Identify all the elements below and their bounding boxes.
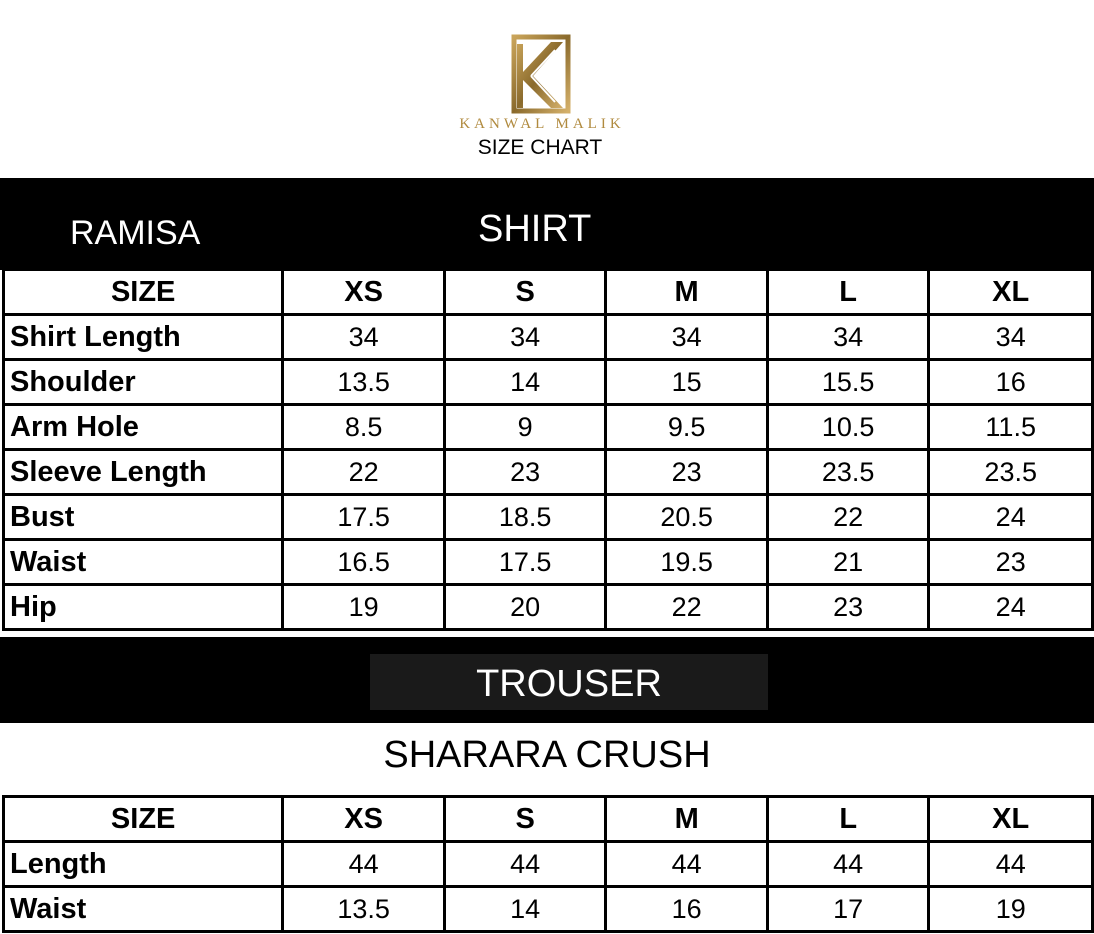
table-row: [4, 585, 1093, 630]
table-cell: 13.5: [283, 360, 445, 405]
table-cell: 23.5: [767, 450, 929, 495]
table-cell: 23: [606, 450, 768, 495]
table-cell: 9.5: [606, 405, 768, 450]
table-cell: 19.5: [606, 540, 768, 585]
brand-name: KANWAL MALIK: [459, 116, 625, 132]
table-cell: 20: [444, 585, 606, 630]
table-cell: 14: [444, 360, 606, 405]
trouser-style-name: SHARARA CRUSH: [383, 734, 711, 776]
trouser-section-title: TROUSER: [370, 654, 768, 710]
column-header: XL: [929, 270, 1093, 315]
table-cell: 16: [929, 360, 1093, 405]
column-header: M: [606, 797, 768, 842]
table-cell: 10.5: [767, 405, 929, 450]
table-cell: 22: [283, 450, 445, 495]
page-title: SIZE CHART: [477, 136, 603, 159]
row-label: Shirt Length: [4, 315, 283, 360]
column-header: SIZE: [4, 270, 283, 315]
table-cell: 44: [767, 842, 929, 887]
table-cell: 23: [929, 540, 1093, 585]
k-monogram-icon: [511, 34, 571, 114]
column-header: XL: [929, 797, 1093, 842]
table-cell: 44: [929, 842, 1093, 887]
column-header: SIZE: [4, 797, 283, 842]
table-cell: 44: [444, 842, 606, 887]
table-cell: 34: [929, 315, 1093, 360]
table-cell: 44: [606, 842, 768, 887]
table-cell: 23: [767, 585, 929, 630]
trouser-header-row: [4, 797, 1093, 842]
table-cell: 11.5: [929, 405, 1093, 450]
column-header: S: [444, 797, 606, 842]
table-cell: 21: [767, 540, 929, 585]
shirt-header-row: [4, 270, 1093, 315]
table-cell: 16.5: [283, 540, 445, 585]
table-cell: 22: [767, 495, 929, 540]
column-header: L: [767, 797, 929, 842]
column-header: XS: [283, 797, 445, 842]
table-cell: 8.5: [283, 405, 445, 450]
table-cell: 20.5: [606, 495, 768, 540]
table-cell: 19: [929, 887, 1093, 932]
table-row: [4, 495, 1093, 540]
row-label: Length: [4, 842, 283, 887]
table-row: [4, 450, 1093, 495]
column-header: XS: [283, 270, 445, 315]
table-cell: 22: [606, 585, 768, 630]
shirt-size-table: [2, 268, 1094, 631]
row-label: Waist: [4, 887, 283, 932]
table-cell: 34: [283, 315, 445, 360]
row-label: Shoulder: [4, 360, 283, 405]
brand-header: [0, 0, 1094, 176]
table-cell: 13.5: [283, 887, 445, 932]
table-cell: 15: [606, 360, 768, 405]
table-cell: 34: [767, 315, 929, 360]
table-row: [4, 887, 1093, 932]
table-cell: 9: [444, 405, 606, 450]
table-row: [4, 360, 1093, 405]
table-cell: 23: [444, 450, 606, 495]
trouser-size-table: [2, 795, 1094, 933]
shirt-section-title: SHIRT: [478, 208, 592, 250]
row-label: Sleeve Length: [4, 450, 283, 495]
table-cell: 16: [606, 887, 768, 932]
table-cell: 24: [929, 585, 1093, 630]
row-label: Hip: [4, 585, 283, 630]
table-cell: 14: [444, 887, 606, 932]
row-label: Arm Hole: [4, 405, 283, 450]
table-cell: 17.5: [283, 495, 445, 540]
table-cell: 17.5: [444, 540, 606, 585]
table-row: [4, 405, 1093, 450]
table-cell: 34: [606, 315, 768, 360]
column-header: M: [606, 270, 768, 315]
row-label: Bust: [4, 495, 283, 540]
table-cell: 18.5: [444, 495, 606, 540]
column-header: S: [444, 270, 606, 315]
table-cell: 24: [929, 495, 1093, 540]
table-cell: 44: [283, 842, 445, 887]
table-cell: 15.5: [767, 360, 929, 405]
table-cell: 19: [283, 585, 445, 630]
table-cell: 23.5: [929, 450, 1093, 495]
table-row: [4, 540, 1093, 585]
table-row: [4, 842, 1093, 887]
table-cell: 17: [767, 887, 929, 932]
table-cell: 34: [444, 315, 606, 360]
table-row: [4, 315, 1093, 360]
column-header: L: [767, 270, 929, 315]
row-label: Waist: [4, 540, 283, 585]
collection-name: RAMISA: [70, 214, 201, 252]
